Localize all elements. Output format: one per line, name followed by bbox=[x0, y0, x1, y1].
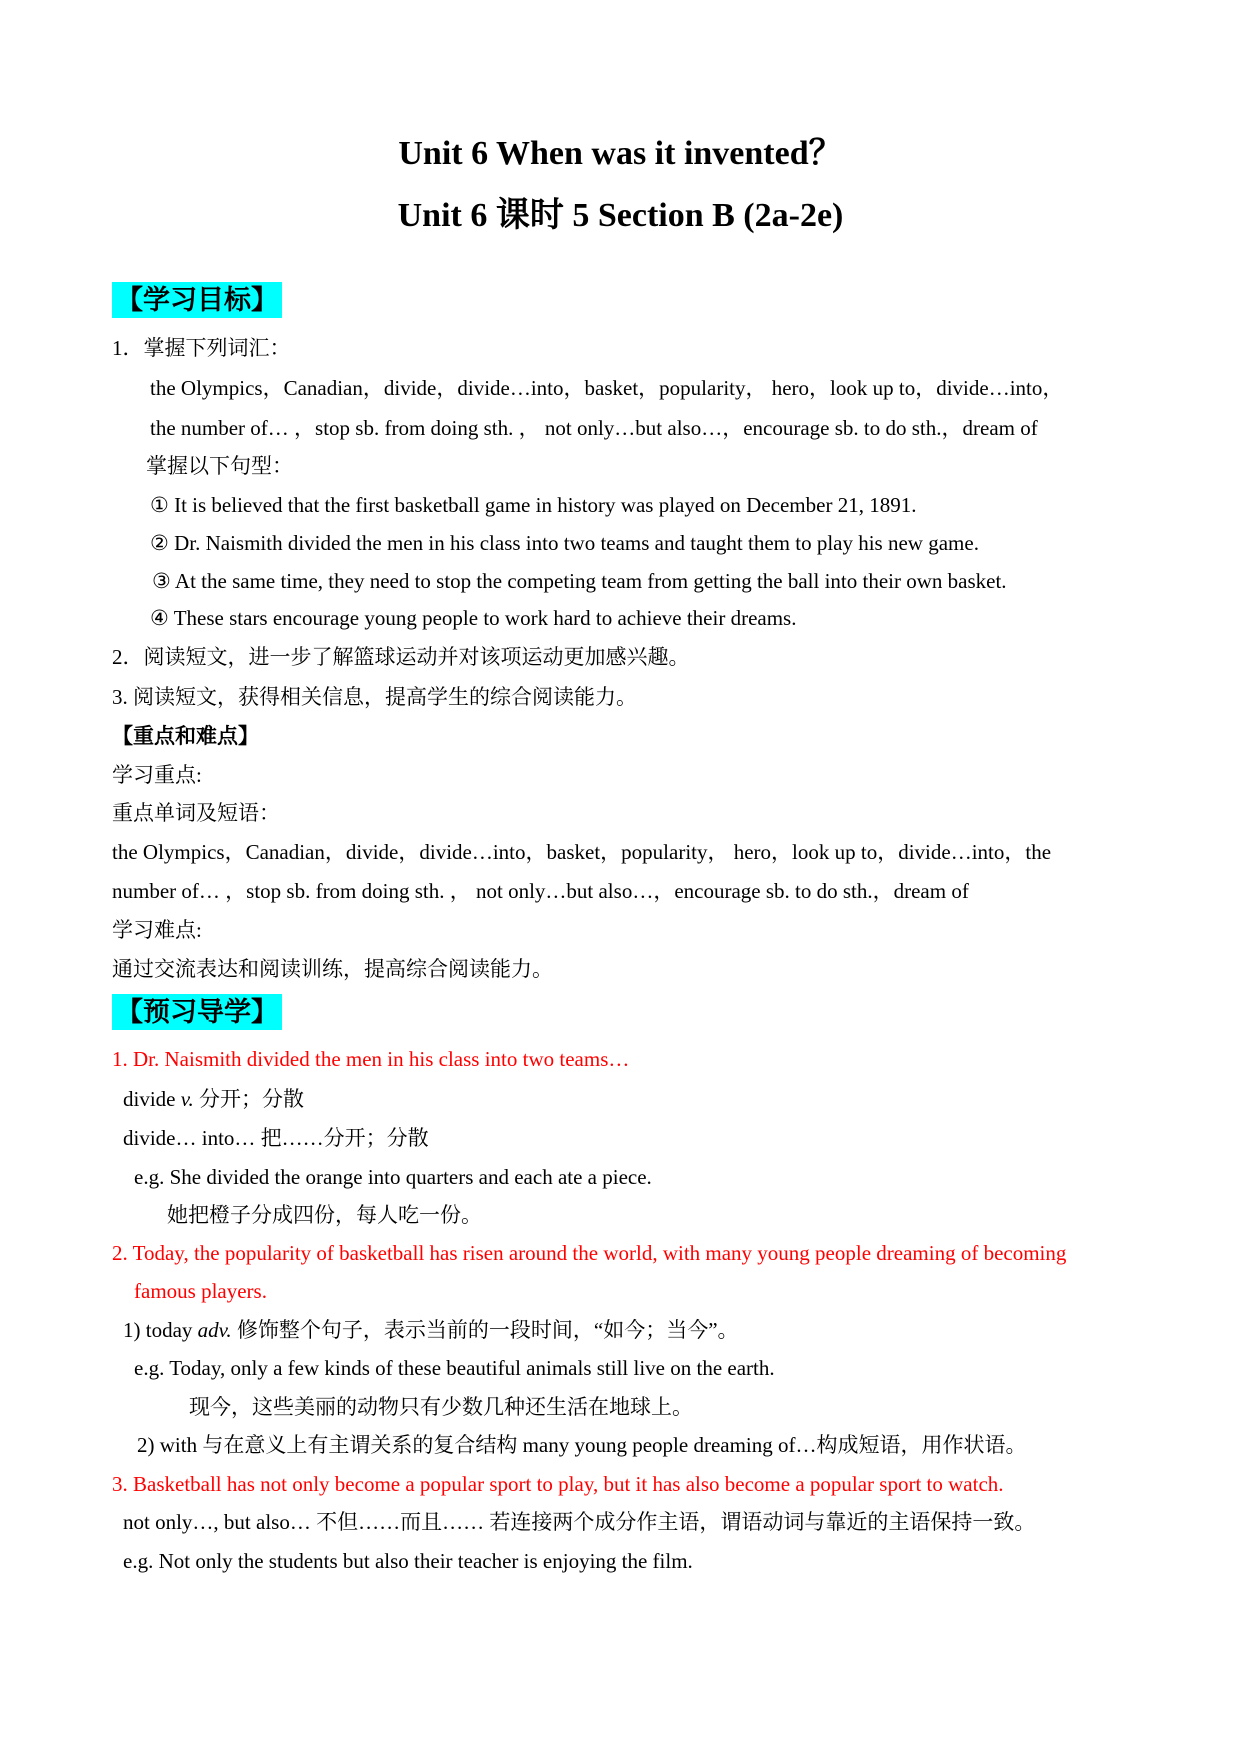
divide-meaning: 分开；分散 bbox=[193, 1087, 305, 1111]
section-heading-goals: 【学习目标】 bbox=[112, 282, 282, 318]
divide-example: e.g. She divided the orange into quarters and each ate a piece. bbox=[134, 1165, 652, 1189]
sentence-2: ② Dr. Naismith divided the men in his class into two teams and taught them to play his new game. bbox=[150, 531, 979, 555]
today-meaning: 修饰整个句子，表示当前的一段时间，“如今；当今”。 bbox=[231, 1318, 739, 1342]
preview-point-2-line-2: famous players. bbox=[134, 1279, 267, 1303]
preview-point-1: 1. Dr. Naismith divided the men in his class into two teams… bbox=[112, 1047, 630, 1071]
document-title: Unit 6 When was it invented？ bbox=[398, 135, 843, 172]
today-example: e.g. Today, only a few kinds of these beautiful animals still live on the earth. bbox=[134, 1356, 775, 1380]
divide-part-of-speech: v. bbox=[180, 1087, 194, 1111]
today-word: 1) today bbox=[123, 1318, 198, 1342]
divide-into-definition: divide… into… 把……分开；分散 bbox=[123, 1126, 429, 1150]
not-only-but-also-note: not only…, but also… 不但……而且…… 若连接两个成分作主语，谓语动词与靠近的主语保持一致。 bbox=[123, 1510, 1036, 1534]
with-structure-note: 2) with 与在意义上有主谓关系的复合结构 many young people dreaming of…构成短语，用作状语。 bbox=[137, 1433, 1027, 1457]
sentence-3: ③ At the same time, they need to stop the competing team from getting the ball into their own basket. bbox=[152, 569, 1007, 593]
key-points-label: 学习重点: bbox=[112, 763, 202, 787]
today-example-translation: 现今，这些美丽的动物只有少数几种还生活在地球上。 bbox=[189, 1395, 693, 1419]
goal-3: 3. 阅读短文，获得相关信息，提高学生的综合阅读能力。 bbox=[112, 685, 637, 709]
divide-definition bbox=[123, 1085, 304, 1113]
goal-1-vocab-line-1: the Olympics，Canadian，divide，divide…into，basket，popularity， hero，look up to，divide…into， bbox=[150, 376, 1064, 400]
key-words-label: 重点单词及短语： bbox=[112, 801, 280, 825]
preview-point-2-line-1: 2. Today, the popularity of basketball has risen around the world, with many young people dreaming of becoming bbox=[112, 1241, 1067, 1265]
goal-1: 1．掌握下列词汇： bbox=[112, 336, 291, 360]
goal-2: 2．阅读短文，进一步了解篮球运动并对该项运动更加感兴趣。 bbox=[112, 645, 690, 669]
section-heading-preview: 【预习导学】 bbox=[112, 994, 282, 1030]
today-definition bbox=[123, 1316, 739, 1344]
sentence-4: ④ These stars encourage young people to work hard to achieve their dreams. bbox=[150, 606, 797, 630]
goal-1-sentences-intro: 掌握以下句型： bbox=[146, 454, 293, 478]
difficulty-text: 通过交流表达和阅读训练，提高综合阅读能力。 bbox=[112, 957, 553, 981]
document-subtitle: Unit 6 课时 5 Section B (2a-2e) bbox=[397, 197, 844, 234]
preview-point-3: 3. Basketball has not only become a popular sport to play, but it has also become a popular sport to watch. bbox=[112, 1472, 1004, 1496]
key-words-line-1: the Olympics，Canadian，divide，divide…into，basket，popularity， hero，look up to，divide…into，the bbox=[112, 840, 1052, 864]
sentence-1: ① It is believed that the first basketball game in history was played on December 21, 1891. bbox=[150, 493, 917, 517]
not-only-example: e.g. Not only the students but also their teacher is enjoying the film. bbox=[123, 1549, 693, 1573]
goal-1-vocab-line-2: the number of… ，stop sb. from doing sth. ， not only…but also…，encourage sb. to do sth.，dream of bbox=[150, 416, 1038, 440]
section-heading-key-points: 【重点和难点】 bbox=[112, 724, 259, 748]
today-part-of-speech: adv. bbox=[197, 1318, 232, 1342]
key-words-line-2: number of… ，stop sb. from doing sth. ， not only…but also…，encourage sb. to do sth.，dream of bbox=[112, 879, 969, 903]
difficulty-label: 学习难点: bbox=[112, 918, 202, 942]
divide-word: divide bbox=[123, 1087, 181, 1111]
divide-example-translation: 她把橙子分成四份，每人吃一份。 bbox=[167, 1203, 482, 1227]
